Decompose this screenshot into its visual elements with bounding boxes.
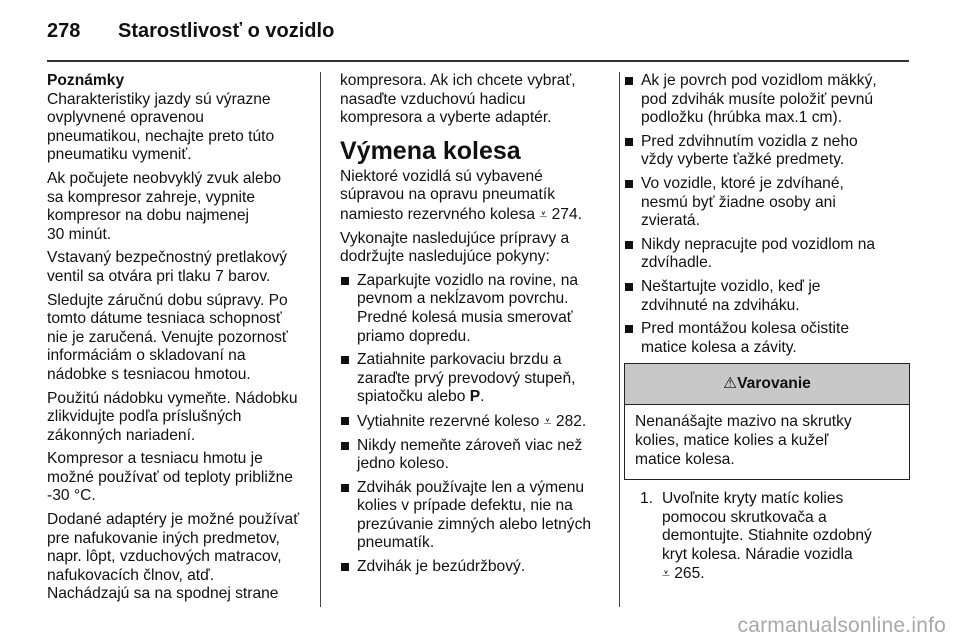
text-line: Vykonajte nasledujúce prípravy a	[340, 229, 570, 247]
text-line: zvieratá.	[641, 212, 700, 230]
header-divider	[47, 60, 909, 62]
text-line: zdvihnuté na zdviháku.	[641, 296, 800, 314]
text-line: demontujte. Stiahnite ozdobný	[662, 527, 872, 545]
warning-text	[625, 405, 909, 479]
text-line	[357, 412, 605, 432]
intro-last-line: namiesto rezervného kolesa	[340, 205, 536, 223]
text-line: zlikvidujte podľa príslušných	[47, 408, 242, 426]
bullet-square-icon	[625, 180, 633, 188]
text-line	[662, 564, 910, 584]
note-paragraph	[47, 450, 313, 506]
note-paragraph	[47, 170, 313, 244]
precaution-list	[624, 72, 910, 357]
continuation-paragraph	[340, 72, 605, 128]
text-line: zákonných nariadení.	[47, 426, 196, 444]
text-line: Kompresor a tesniacu hmotu je	[47, 450, 263, 468]
text-line: zdvíhadle.	[641, 254, 713, 272]
watermark: carmanualsonline.info	[737, 614, 946, 637]
note-paragraph	[47, 390, 313, 446]
right-column	[624, 72, 910, 584]
bullet-square-icon	[341, 277, 349, 285]
text-line: nesmú byť žiadne osoby ani	[641, 193, 836, 211]
note-paragraphs	[47, 91, 313, 604]
text-line: Nikdy nemeňte zároveň viac než	[357, 436, 583, 454]
bullet-item	[340, 558, 605, 577]
text-line: Sledujte záručnú dobu súpravy. Po	[47, 291, 288, 309]
text-line: -30 °C.	[47, 487, 96, 505]
page-reference-icon: ⩡	[662, 565, 670, 582]
text-line: nádobke s tesniacou hmotou.	[47, 365, 251, 383]
page-reference-icon: ⩡	[539, 205, 548, 222]
text-line: Predné kolesá musia smerovať	[357, 308, 573, 326]
bullet-item	[624, 236, 910, 273]
bullet-item	[340, 479, 605, 553]
text-fragment: .	[480, 388, 485, 406]
intro-paragraph	[340, 168, 605, 225]
warning-box	[624, 363, 910, 480]
bullet-item	[340, 351, 605, 407]
text-line: súpravou na opravu pneumatík	[340, 186, 555, 204]
text-line: Vstavaný bezpečnostný pretlakový	[47, 249, 288, 267]
step-item	[624, 490, 910, 584]
text-line	[340, 205, 605, 225]
instruction-list	[340, 272, 605, 577]
text-line: možné používať od teploty približne	[47, 468, 293, 486]
bullet-item	[624, 72, 910, 128]
note-paragraph	[47, 91, 313, 165]
text-line: Niektoré vozidlá sú vybavené	[340, 167, 543, 185]
prep-paragraph	[340, 230, 605, 267]
text-line: matice kolesa a závity.	[641, 338, 797, 356]
text-line: priamo dopredu.	[357, 327, 471, 345]
text-line: nie je zaručená. Venujte pozornosť	[47, 328, 288, 346]
section-heading: Výmena kolesa	[340, 136, 521, 165]
text-line: prezúvanie zimných alebo letných	[357, 515, 592, 533]
gear-position-label: P	[469, 388, 481, 406]
step-number: 1.	[640, 490, 654, 508]
note-paragraph	[47, 292, 313, 385]
text-line: pneumatiku vymeniť.	[47, 146, 192, 164]
text-line: Neštartujte vozidlo, keď je	[641, 277, 821, 295]
note-paragraph	[47, 511, 313, 604]
note-paragraph	[47, 249, 313, 286]
text-line: Uvoľnite kryty matíc kolies	[662, 490, 844, 508]
text-line: Pred zdvihnutím vozidla z neho	[641, 132, 858, 150]
text-line: 30 minút.	[47, 225, 112, 243]
text-line: Nachádzajú sa na spodnej strane	[47, 585, 279, 603]
page-reference[interactable]: 265.	[674, 565, 705, 583]
text-line: pre nafukovanie iných predmetov,	[47, 529, 280, 547]
page-reference[interactable]: 282.	[555, 412, 587, 430]
text-line: Pred montážou kolesa očistite	[641, 320, 850, 338]
text-line: Nikdy nepracujte pod vozidlom na	[641, 235, 876, 253]
warning-triangle-icon: ⚠	[723, 375, 738, 393]
text-line: pomocou skrutkovača a	[662, 508, 827, 526]
text-line: kompresora a vyberte adaptér.	[340, 109, 552, 127]
text-line: kolies, matice kolies a kužeľ	[635, 431, 829, 449]
text-line: matice kolesa.	[635, 450, 735, 468]
text-line: pod zdvihák musíte položiť pevnú	[641, 90, 874, 108]
page-header	[0, 0, 960, 60]
text-line: dodržujte nasledujúce pokyny:	[340, 248, 550, 266]
text-line: ventil sa otvára pri tlaku 7 barov.	[47, 267, 271, 285]
text-line: jedno koleso.	[357, 455, 449, 473]
text-line: sa kompresor zahreje, vypnite	[47, 188, 256, 206]
bullet-item	[340, 272, 605, 346]
bullet-item	[340, 412, 605, 432]
bullet-square-icon	[341, 484, 349, 492]
text-line: ovplyvnené opravenou	[47, 109, 204, 127]
warning-header	[625, 364, 909, 405]
bullet-square-icon	[341, 356, 349, 364]
text-line: vždy vyberte ťažké predmety.	[641, 151, 845, 169]
text-line: Nenanášajte mazivo na skrutky	[635, 413, 852, 431]
page-reference-icon: ⩡	[543, 412, 552, 429]
text-line: informáciám o skladovaní na	[47, 347, 246, 365]
left-column	[47, 72, 313, 604]
text-line: Dodané adaptéry je možné používať	[47, 511, 300, 529]
bullet-item	[340, 437, 605, 474]
text-line: Zatiahnite parkovaciu brzdu a	[357, 351, 562, 369]
bullet-square-icon	[625, 241, 633, 249]
text-line: pevnom a nekĺzavom povrchu.	[357, 290, 569, 308]
text-line: pneumatikou, nechajte preto túto	[47, 127, 275, 145]
column-divider-left	[320, 72, 321, 607]
page-title: Starostlivosť o vozidlo	[118, 20, 335, 42]
text-line: Vo vozidle, ktoré je zdvíhané,	[641, 174, 844, 192]
bullet-square-icon	[341, 563, 349, 571]
bullet-item	[624, 133, 910, 170]
text-line: podložku (hrúbka max.1 cm).	[641, 109, 843, 127]
text-line: Zdvihák používajte len a výmenu	[357, 478, 585, 496]
page-reference[interactable]: 274.	[551, 205, 582, 223]
bullet-square-icon	[625, 325, 633, 333]
text-line: Ak je povrch pod vozidlom mäkký,	[641, 72, 877, 89]
text-line: napr. lôpt, vzduchových matracov,	[47, 548, 282, 566]
text-line: kompresor na dobu najmenej	[47, 207, 249, 225]
bullet-item	[624, 278, 910, 315]
text-line: Ak počujete neobvyklý zvuk alebo	[47, 169, 282, 187]
text-fragment: Vytiahnite rezervné koleso	[357, 412, 544, 430]
bullet-square-icon	[341, 417, 349, 425]
warning-title: Varovanie	[737, 375, 811, 393]
bullet-item	[624, 175, 910, 231]
middle-column	[340, 72, 605, 582]
text-line: tomto dátume tesniaca schopnosť	[47, 310, 282, 328]
column-divider-right	[619, 72, 620, 607]
text-line: zaraďte prvý prevodový stupeň,	[357, 369, 576, 387]
note-heading: Poznámky	[47, 72, 125, 89]
text-fragment: spiatočku alebo	[357, 388, 470, 406]
text-line: Charakteristiky jazdy sú výrazne	[47, 90, 271, 108]
bullet-item	[624, 320, 910, 357]
text-line: kompresora. Ak ich chcete vybrať,	[340, 72, 576, 89]
text-line	[357, 388, 605, 407]
text-line: nafukovacích člnov, atď.	[47, 566, 215, 584]
text-line: kryt kolesa. Náradie vozidla	[662, 545, 853, 563]
bullet-square-icon	[625, 138, 633, 146]
text-line: Použitú nádobku vymeňte. Nádobku	[47, 389, 298, 407]
text-line: Zaparkujte vozidlo na rovine, na	[357, 271, 579, 289]
text-line: Zdvihák je bezúdržbový.	[357, 558, 526, 576]
page-number: 278	[47, 20, 81, 42]
bullet-square-icon	[625, 283, 633, 291]
text-line: pneumatík.	[357, 534, 435, 552]
bullet-square-icon	[341, 442, 349, 450]
text-line: kolies v prípade defektu, nie na	[357, 497, 573, 515]
bullet-square-icon	[625, 77, 633, 85]
text-line: nasaďte vzduchovú hadicu	[340, 90, 526, 108]
